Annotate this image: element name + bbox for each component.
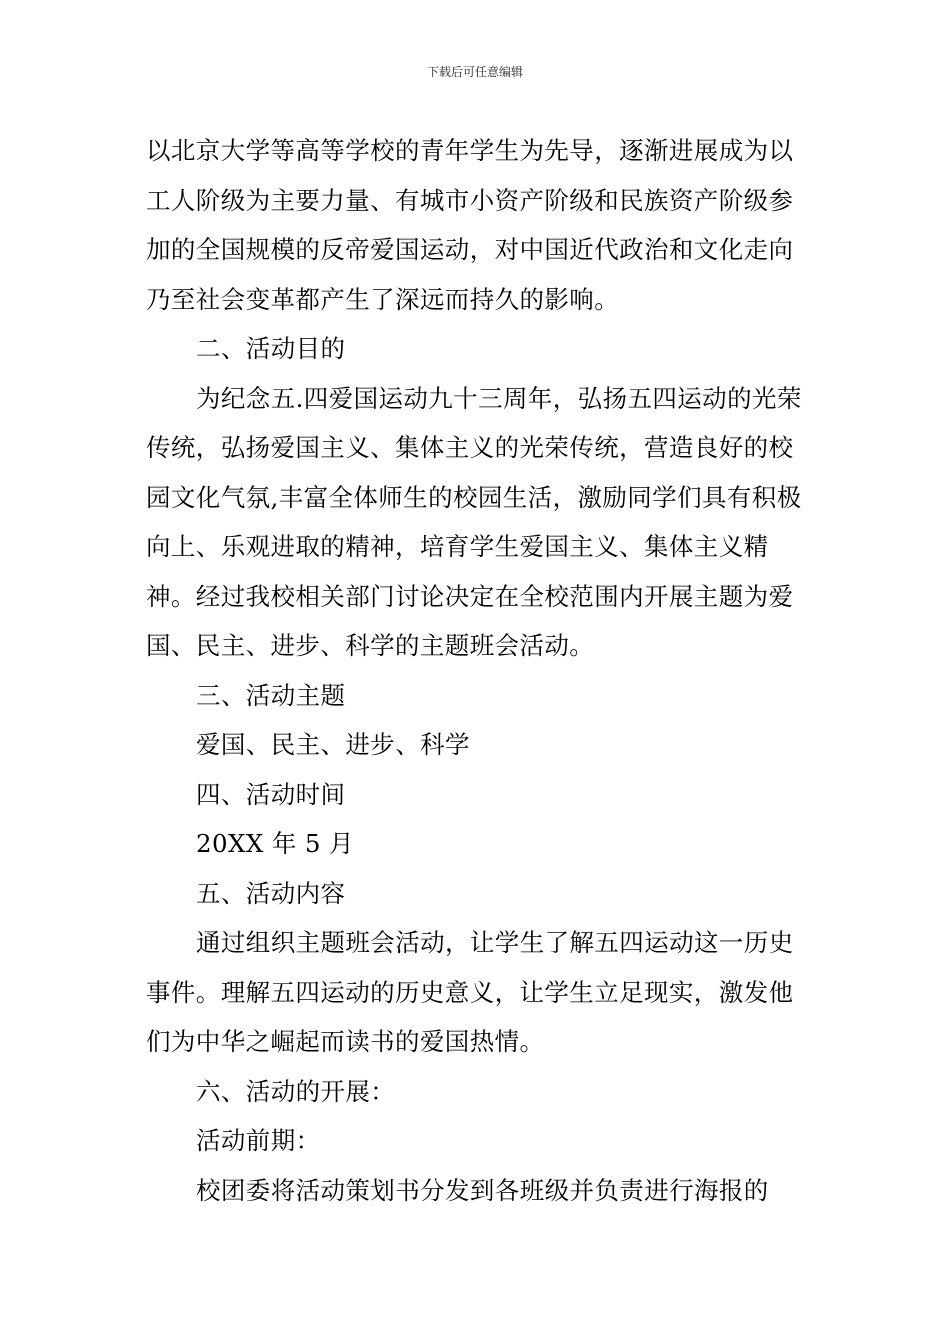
paragraph-purpose: 为纪念五.四爱国运动九十三周年，弘扬五四运动的光荣传统，弘扬爱国主义、集体主义的光荣传统，营造良好的校园文化气氛,丰富全体师生的校园生活，激励同学们具有积极向上、乐观进取的精神，培育学生爱国主义、集体主义精神。经过我校相关部门讨论决定在全校范围内开展主题为爱国、民主、进步、科学的主题班会活动。: [146, 383, 802, 660]
section-heading-time: 四、活动时间: [196, 779, 346, 809]
paragraph-early-stage: 校团委将活动策划书分发到各班级并负责进行海报的: [196, 1175, 769, 1205]
document-body: [146, 126, 808, 1215]
section-heading-purpose: 二、活动目的: [196, 334, 346, 363]
section-heading-content: 五、活动内容: [196, 878, 346, 908]
section-heading-theme: 三、活动主题: [196, 680, 346, 710]
paragraph-content: 通过组织主题班会活动，让学生了解五四运动这一历史事件。理解五四运动的历史意义，让学生立足现实，激发他们为中华之崛起而读书的爱国热情。: [146, 928, 794, 1056]
section-heading-implementation: 六、活动的开展：: [196, 1076, 396, 1106]
paragraph-time: 20XX 年 5 月: [196, 829, 355, 858]
paragraph-theme: 爱国、民主、进步、科学: [196, 730, 470, 759]
page-header: 下载后可任意编辑: [426, 65, 523, 79]
subheading-early-stage: 活动前期：: [196, 1126, 321, 1155]
paragraph-history-continuation: 以北京大学等高等学校的青年学生为先导，逐渐进展成为以工人阶级为主要力量、有城市小资产阶级和民族资产阶级参加的全国规模的反帝爱国运动，对中国近代政治和文化走向乃至社会变革都产生了深远而持久的影响。: [146, 136, 794, 314]
